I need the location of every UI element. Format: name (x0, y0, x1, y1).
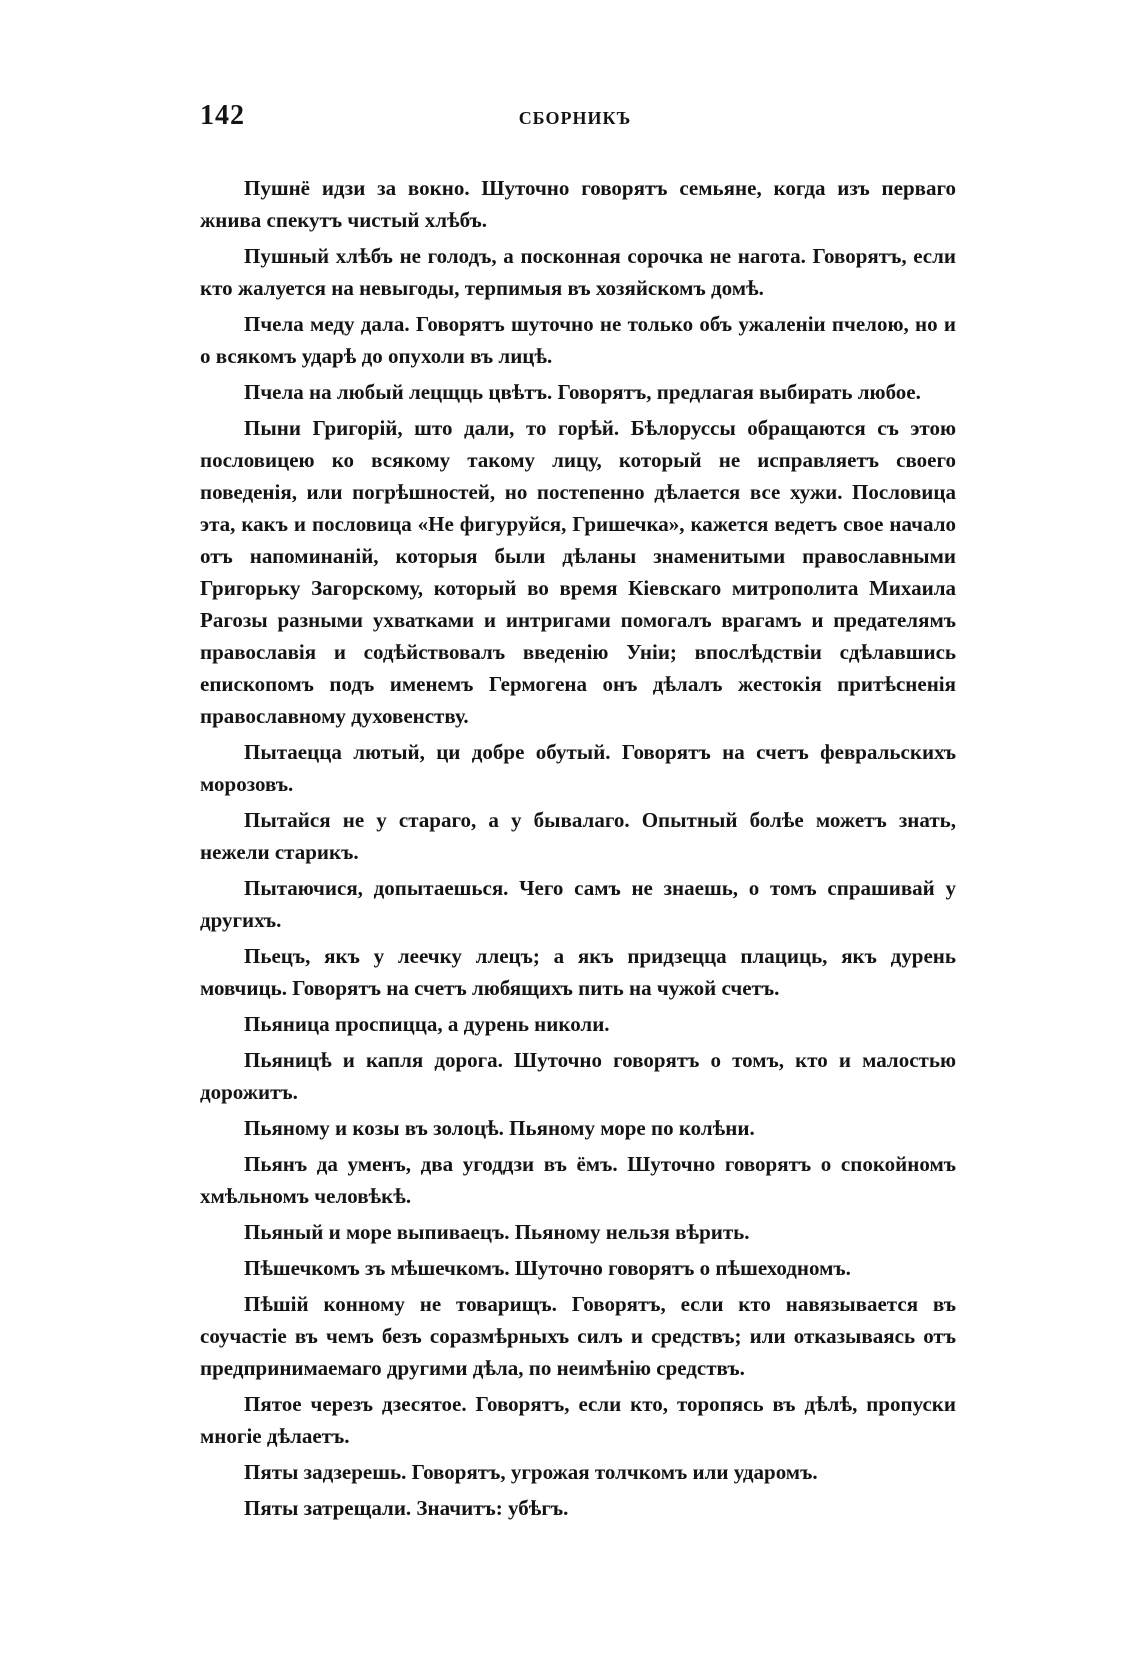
proverb-entry: Пыни Григорій, што дали, то горѣй. Бѣлоруссы обращаются съ этою пословицею ко всякому такому лицу, который не исправляетъ своего поведенія, или погрѣшностей, но постепенно дѣлается все хужи. Пословица эта, какъ и пословица «Не фигуруйся, Гришечка», кажется ведетъ свое начало отъ напоминаній, которыя были дѣланы знаменитыми православными Григорьку Загорскому, который во время Кіевскаго митрополита Михаила Рагозы разными ухватками и интригами помогалъ врагамъ и предателямъ православія и содѣйствовалъ введенію Уніи; впослѣдствіи сдѣлавшись епископомъ подъ именемъ Гермогена онъ дѣлалъ жестокія притѣсненія православному духовенству. (200, 416, 956, 728)
proverb-entry: Пѣшечкомъ зъ мѣшечкомъ. Шуточно говорятъ о пѣшеходномъ. (244, 1256, 851, 1280)
proverb-entry: Пушный хлѣбъ не голодъ, а посконная сорочка не нагота. Говорятъ, если кто жалуется на невыгоды, терпимыя въ хозяйскомъ домѣ. (200, 244, 956, 300)
text-body (200, 172, 956, 1528)
proverb-entry: Пяты затрещали. Значитъ: убѣгъ. (244, 1496, 569, 1520)
proverb-entry: Пьяница проспицца, а дурень николи. (244, 1012, 610, 1036)
proverb-entry: Пытаецца лютый, ци добре обутый. Говорятъ на счетъ февральскихъ морозовъ. (200, 740, 956, 796)
proverb-entry: Пьяному и козы въ золоцѣ. Пьяному море по колѣни. (244, 1116, 755, 1140)
proverb-entry: Пятое черезъ дзесятое. Говорятъ, если кто, торопясь въ дѣлѣ, пропуски многіе дѣлаетъ. (200, 1392, 956, 1448)
proverb-entry: Пяты задзерешь. Говорятъ, угрожая толчкомъ или ударомъ. (244, 1460, 818, 1484)
proverb-entry: Пытайся не у стараго, а у бывалаго. Опытный болѣе можетъ знать, нежели старикъ. (200, 808, 956, 864)
proverb-entry: Пушнё идзи за вокно. Шуточно говорятъ семьяне, когда изъ перваго жнива спекутъ чистый хлѣбъ. (200, 176, 956, 232)
proverb-entry: Пьянъ да уменъ, два угоддзи въ ёмъ. Шуточно говорятъ о спокойномъ хмѣльномъ человѣкѣ. (200, 1152, 956, 1208)
running-title: СБОРНИКЪ (518, 108, 632, 128)
proverb-entry: Пьяницѣ и капля дорога. Шуточно говорятъ о томъ, кто и малостью дорожитъ. (200, 1048, 956, 1104)
proverb-entry: Пѣшій конному не товарищъ. Говорятъ, если кто навязывается въ соучастіе въ чемъ безъ соразмѣрныхъ силъ и средствъ; или отказываясь отъ предпринимаемаго другими дѣла, по неимѣнію средствъ. (200, 1292, 956, 1380)
page-number: 142 (200, 100, 245, 131)
page-header (200, 100, 950, 140)
proverb-entry: Пьецъ, якъ у леечку ллецъ; а якъ придзецца плациць, якъ дурень мовчиць. Говорятъ на счетъ любящихъ пить на чужой счетъ. (200, 944, 956, 1000)
proverb-entry: Пчела меду дала. Говорятъ шуточно не только объ ужаленіи пчелою, но и о всякомъ ударѣ до опухоли въ лицѣ. (200, 312, 956, 368)
proverb-entry: Пчела на любый лецщць цвѣтъ. Говорятъ, предлагая выбирать любое. (244, 380, 921, 404)
proverb-entry: Пьяный и море выпиваецъ. Пьяному нельзя вѣрить. (244, 1220, 750, 1244)
proverb-entry: Пытаючися, допытаешься. Чего самъ не знаешь, о томъ спрашивай у другихъ. (200, 876, 956, 932)
